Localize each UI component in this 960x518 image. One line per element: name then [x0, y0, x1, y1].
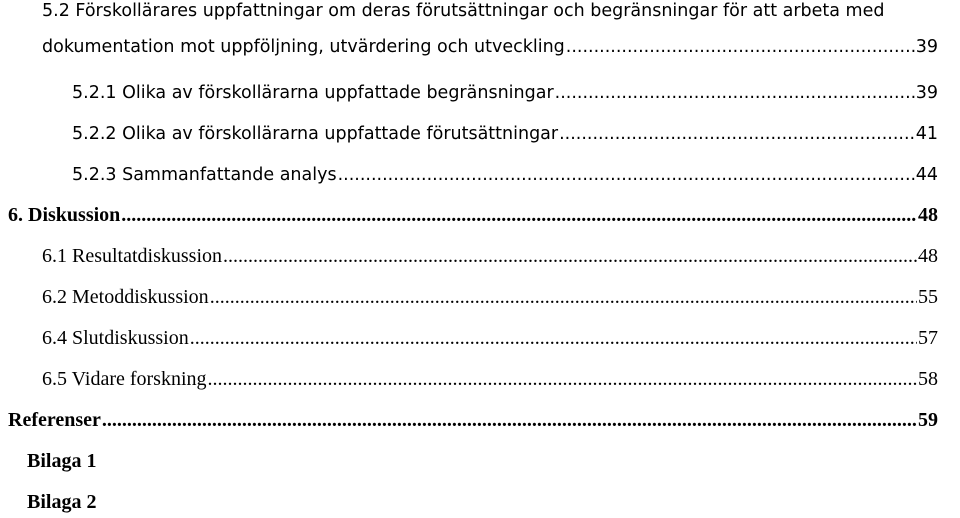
toc-entry-5-2[interactable] [42, 36, 938, 58]
page-number: 39 [915, 83, 938, 103]
dot-leader [208, 368, 917, 390]
page-number: 55 [918, 286, 938, 308]
toc-entry-5-2-2[interactable] [72, 123, 938, 145]
toc-entry-title: 6. Diskussion [8, 204, 121, 226]
toc-heading-5-2-line1: 5.2 Förskollärares uppfattningar om deras förutsättningar och begränsningar för att arbeta med [42, 1, 885, 21]
toc-entry-title: 5.2.2 Olika av förskollärarna uppfattade förutsättningar [72, 124, 559, 144]
toc-entry-title: 5.2.3 Sammanfattande analys [72, 165, 337, 185]
toc-entry-5-2-3[interactable] [72, 164, 938, 186]
page-number: 39 [915, 37, 938, 57]
page-number: 58 [918, 368, 938, 390]
page-number: 48 [918, 204, 938, 226]
toc-entry-title: 6.5 Vidare forskning [42, 368, 207, 390]
toc-entry-6-2[interactable] [42, 286, 938, 308]
dot-leader [190, 327, 917, 349]
toc-entry-6-5[interactable] [42, 368, 938, 390]
toc-entry-title: 5.2.1 Olika av förskollärarna uppfattade begränsningar [72, 83, 554, 103]
dot-leader [559, 123, 915, 145]
dot-leader [555, 82, 915, 104]
page-number: 57 [918, 327, 938, 349]
page-number: 59 [918, 409, 938, 431]
toc-heading-5-2-line2: dokumentation mot uppföljning, utvärdering och utveckling [42, 37, 565, 57]
toc-appendix-1[interactable]: Bilaga 1 [27, 450, 97, 472]
dot-leader [223, 245, 917, 267]
dot-leader [102, 409, 917, 431]
toc-entry-title: 6.4 Slutdiskussion [42, 327, 189, 349]
toc-entry-6[interactable] [8, 204, 938, 226]
dot-leader [566, 36, 915, 58]
toc-entry-title: 6.1 Resultatdiskussion [42, 245, 223, 267]
toc-entry-6-1[interactable] [42, 245, 938, 267]
toc-entry-6-4[interactable] [42, 327, 938, 349]
toc-appendix-2[interactable]: Bilaga 2 [27, 491, 97, 513]
toc-entry-referenser[interactable] [8, 409, 938, 431]
page-number: 48 [918, 245, 938, 267]
toc-entry-title: Referenser [8, 409, 101, 431]
page-number: 41 [915, 124, 938, 144]
page-number: 44 [915, 165, 938, 185]
dot-leader [210, 286, 917, 308]
dot-leader [121, 204, 917, 226]
dot-leader [338, 164, 915, 186]
toc-entry-5-2-1[interactable] [72, 82, 938, 104]
toc-entry-title: 6.2 Metoddiskussion [42, 286, 209, 308]
